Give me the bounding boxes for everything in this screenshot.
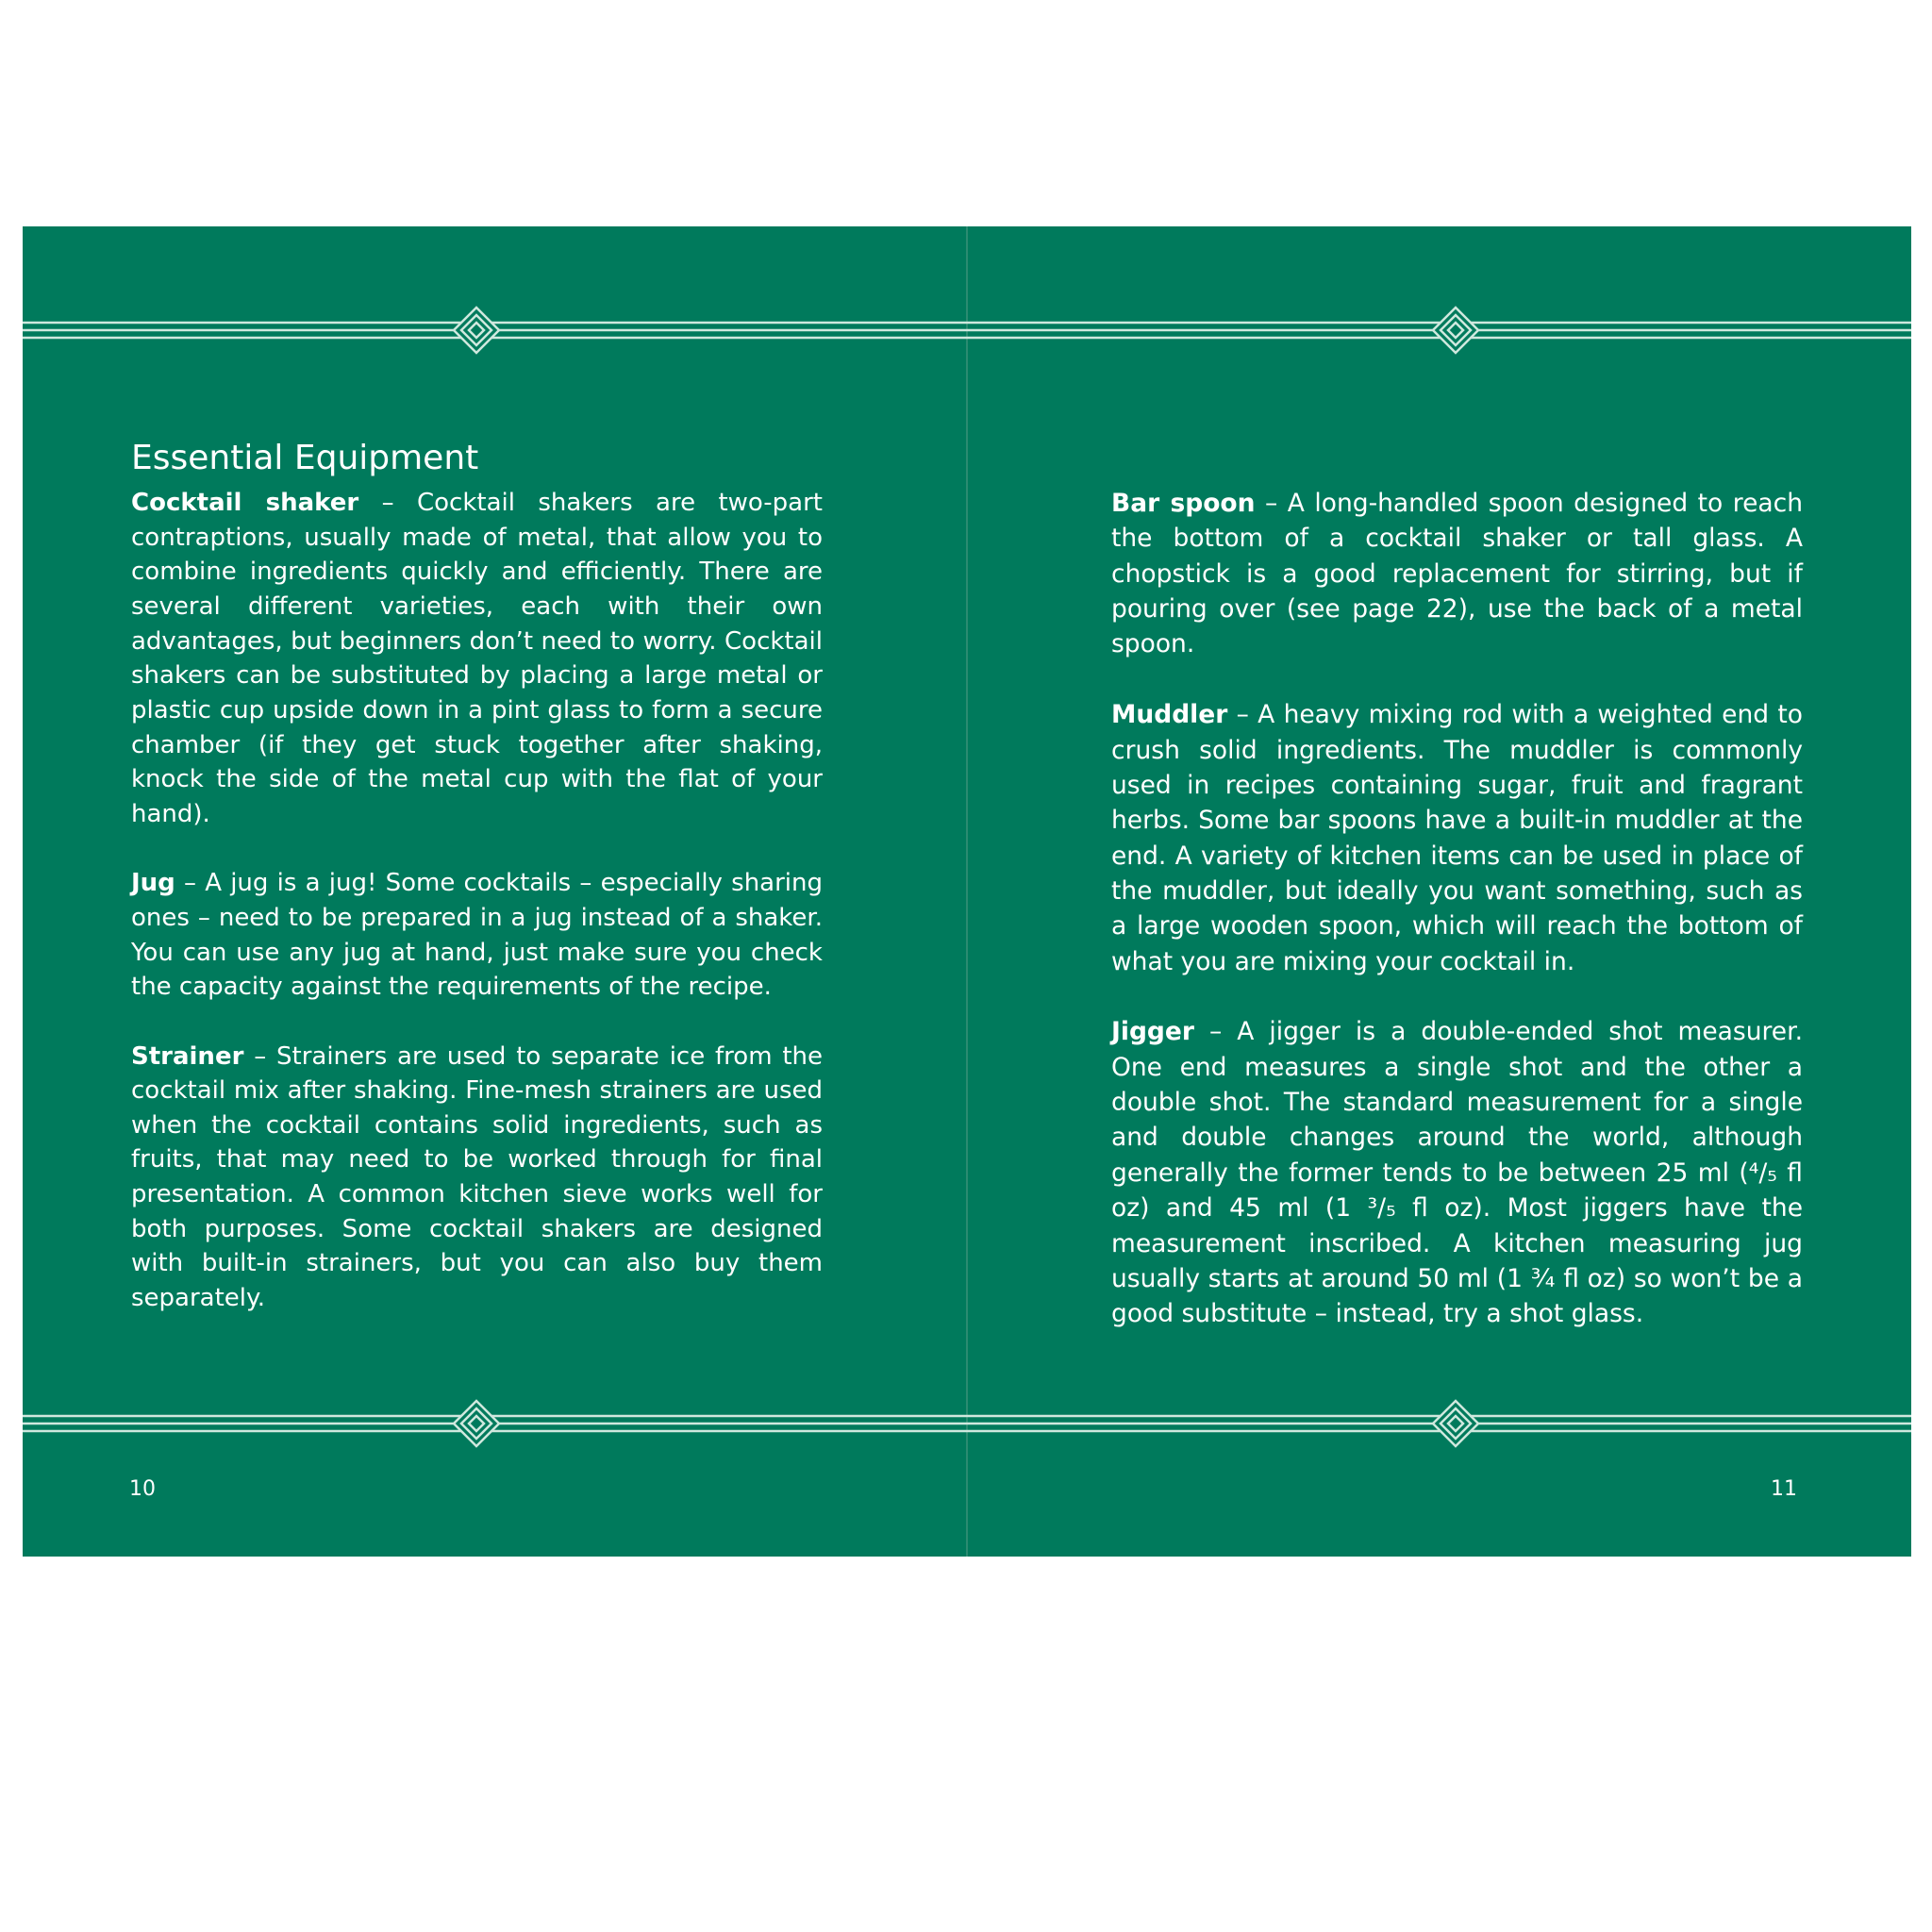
entry-description: – A heavy mixing rod with a weighted end to crush solid ingredients. The muddler is commonly used in recipes containing sugar, fruit and fragrant herbs. Some bar spoons have a built-in muddler at the end. A variety of kitchen items can be used in place of the muddler, but ideally you want something, such as a large wooden spoon, which will reach the bottom of what you are mixing your cocktail in. (1111, 700, 1803, 976)
entry-description: – A jigger is a double-ended shot measurer. One end measures a single shot and the other a double shot. The standard measurement for a single and double changes around the world, although generally the former tends to be between 25 ml (⁴/₅ fl oz) and 45 ml (1 ³/₅ fl oz). Most jiggers have the measurement inscribed. A kitchen measuring jug usually starts at around 50 ml (1 ¾ fl oz) so won’t be a good substitute – instead, try a shot glass. (1111, 1017, 1803, 1329)
right-text-column (1111, 486, 1803, 1367)
entry-jigger (1111, 1014, 1803, 1331)
entry-cocktail-shaker (131, 486, 823, 832)
entry-jug (131, 866, 823, 1005)
entry-bar-spoon (1111, 486, 1803, 662)
entry-term: Cocktail shaker (131, 489, 359, 517)
entry-term: Jug (131, 869, 175, 898)
book-spread (23, 226, 1911, 1557)
page-number: 11 (1771, 1477, 1797, 1501)
entry-term: Strainer (131, 1041, 244, 1071)
entry-term: Jigger (1111, 1017, 1194, 1047)
left-text-column (131, 486, 823, 1350)
entry-muddler (1111, 697, 1803, 979)
entry-description: – A jug is a jug! Some cocktails – especially sharing ones – need to be prepared in a jug instead of a shaker. You can use any jug at hand, just make sure you check the capacity against the requirements of the recipe. (131, 869, 823, 1002)
page-number: 10 (129, 1477, 156, 1501)
left-page (23, 226, 966, 1557)
entry-description: – A long-handled spoon designed to reach the bottom of a cocktail shaker or tall glass. A chopstick is a good replacement for stirring, but if pouring over (see page 22), use the back of a metal spoon. (1111, 489, 1803, 659)
entry-description: – Strainers are used to separate ice from the cocktail mix after shaking. Fine-mesh strainers are used when the cocktail contains solid ingredients, such as fruits, that may need to be worked through for final presentation. A common kitchen sieve works well for both purposes. Some cocktail shakers are designed with built-in strainers, but you can also buy them separately. (131, 1041, 823, 1313)
section-heading: Essential Equipment (131, 439, 479, 477)
entry-strainer (131, 1040, 823, 1316)
entry-term: Muddler (1111, 700, 1228, 730)
entry-term: Bar spoon (1111, 489, 1256, 518)
right-page (968, 226, 1911, 1557)
entry-description: – Cocktail shakers are two-part contraptions, usually made of metal, that allow you to combine ingredients quickly and efficiently. There are several different varieties, each with their own advantages, but beginners don’t need to worry. Cocktail shakers can be substituted by placing a large metal or plastic cup upside down in a pint glass to form a secure chamber (if they get stuck together after shaking, knock the side of the metal cup with the flat of your hand). (131, 489, 824, 828)
